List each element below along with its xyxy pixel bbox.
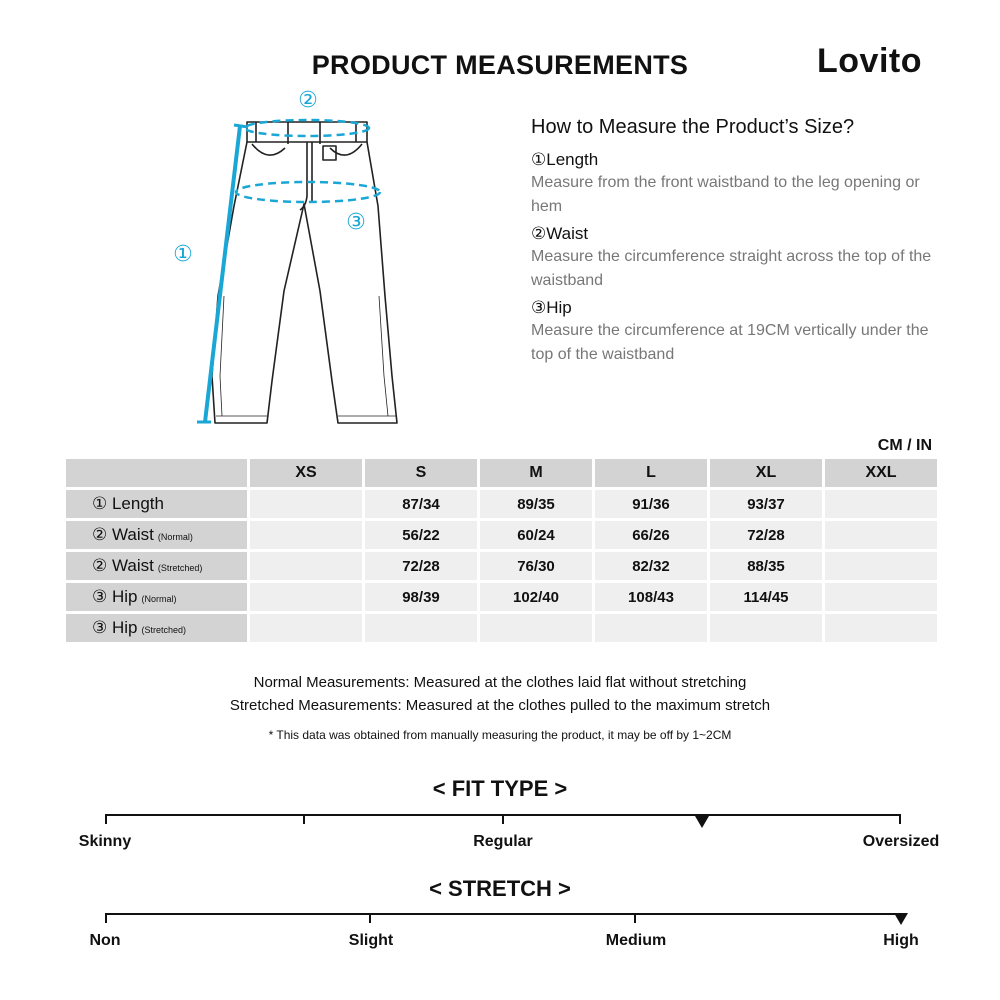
how-to-measure [531,116,951,371]
table-cell: 108/43 [595,583,707,611]
stretch-label-high: High [883,932,919,949]
row-label: ③ Hip (Stretched) [66,614,247,642]
waist-marker: ② [298,88,318,113]
brand-logo: Lovito [817,42,922,80]
table-cell [825,583,937,611]
hip-marker: ③ [346,210,366,235]
table-cell [825,490,937,518]
step-title-hip: ③Hip [531,298,572,317]
column-header: M [480,459,592,487]
step-desc-hip: Measure the circumference at 19CM vertically under the top of the waistband [531,322,929,363]
column-header: XXL [825,459,937,487]
pants-outline [212,122,397,423]
fit-label-skinny: Skinny [78,833,132,850]
table-cell: 66/26 [595,521,707,549]
stretched-measurement-note: Stretched Measurements: Measured at the clothes pulled to the maximum stretch [229,697,771,714]
table-cell: 89/35 [480,490,592,518]
fit-scale-tick [502,814,504,824]
table-row [66,552,937,580]
table-cell [250,614,362,642]
disclaimer-note: * This data was obtained from manually measuring the product, it may be off by 1~2CM [268,728,732,742]
stretch-marker [894,913,908,925]
table-cell [825,552,937,580]
column-header: L [595,459,707,487]
stretch-label-slight: Slight [348,932,394,949]
stretch-scale-tick [369,913,371,923]
fit-type-marker [695,816,709,828]
size-table [63,456,940,645]
table-cell: 72/28 [365,552,477,580]
fit-type-scale [78,814,940,854]
pants-diagram [160,86,420,431]
fit-scale-tick [303,814,305,824]
column-header: S [365,459,477,487]
table-cell: 98/39 [365,583,477,611]
fit-scale-tick [899,814,901,824]
unit-label: CM / IN [877,437,932,454]
length-guide [205,126,240,422]
table-cell: 91/36 [595,490,707,518]
table-header-row [66,459,937,487]
row-label: ③ Hip (Normal) [66,583,247,611]
step-title-waist: ②Waist [531,224,589,243]
table-cell: 60/24 [480,521,592,549]
stretch-scale-line [105,913,901,915]
length-marker: ① [173,242,193,267]
table-row [66,490,937,518]
table-cell: 114/45 [710,583,822,611]
table-cell [825,521,937,549]
table-row [66,583,937,611]
table-cell [250,490,362,518]
stretch-scale-tick [105,913,107,923]
stretch-label-non: Non [89,932,121,949]
stretch-title: < STRETCH > [429,876,571,901]
table-cell: 82/32 [595,552,707,580]
fit-scale-tick [105,814,107,824]
stretch-label-medium: Medium [605,932,667,949]
table-cell [250,521,362,549]
normal-measurement-note: Normal Measurements: Measured at the clothes laid flat without stretching [253,674,747,691]
table-cell [365,614,477,642]
table-cell [710,614,822,642]
row-label: ① Length [66,490,247,518]
step-desc-waist: Measure the circumference straight across the top of the waistband [531,248,932,289]
row-label: ② Waist (Normal) [66,521,247,549]
table-cell: 56/22 [365,521,477,549]
page-title: PRODUCT MEASUREMENTS [311,50,689,80]
fit-label-regular: Regular [473,833,533,850]
table-row [66,614,937,642]
table-corner-cell [66,459,247,487]
table-cell [250,552,362,580]
table-cell: 102/40 [480,583,592,611]
hip-guide [236,182,380,202]
table-cell: 87/34 [365,490,477,518]
table-row [66,521,937,549]
fit-label-oversized: Oversized [862,833,940,850]
table-cell: 88/35 [710,552,822,580]
table-cell: 76/30 [480,552,592,580]
how-to-heading: How to Measure the Product’s Size? [531,116,855,138]
column-header: XS [250,459,362,487]
row-label: ② Waist (Stretched) [66,552,247,580]
step-title-length: ①Length [531,150,599,169]
table-cell [825,614,937,642]
column-header: XL [710,459,822,487]
table-cell [250,583,362,611]
fit-type-title: < FIT TYPE > [432,776,568,801]
table-cell: 93/37 [710,490,822,518]
table-cell [595,614,707,642]
table-cell [480,614,592,642]
stretch-scale [89,913,919,953]
step-desc-length: Measure from the front waistband to the leg opening or hem [531,174,920,215]
table-cell: 72/28 [710,521,822,549]
stretch-scale-tick [634,913,636,923]
